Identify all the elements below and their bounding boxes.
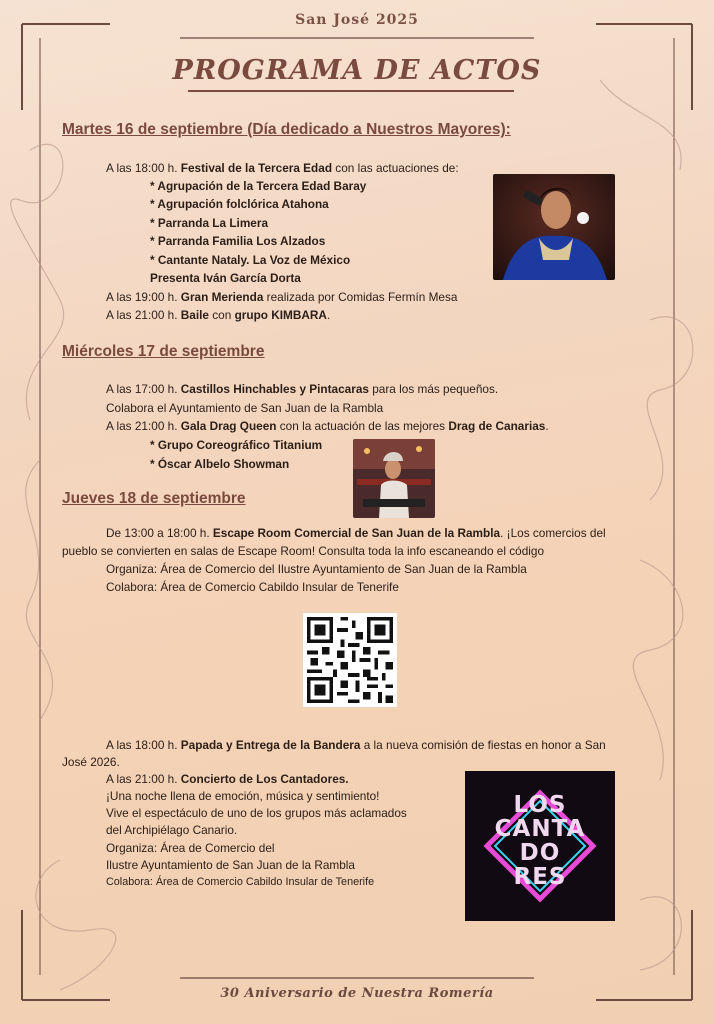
section-heading-martes: Martes 16 de septiembre (Día dedicado a Nuestros Mayores): <box>62 121 511 138</box>
jueves-line-escape <box>106 524 606 542</box>
text: con la actuación de las mejores <box>276 419 449 433</box>
text: A las 18:00 h. <box>106 738 181 752</box>
band-name: grupo KIMBARA <box>234 308 327 322</box>
logo-text-1: LOS <box>513 792 567 818</box>
logo-text-4: RES <box>513 864 567 890</box>
jueves-organiza: Organiza: Área de Comercio del Ilustre Ayuntamiento de San Juan de la Rambla <box>106 562 527 576</box>
top-title: San José 2025 <box>295 12 419 28</box>
event-name: Concierto de Los Cantadores. <box>180 772 349 786</box>
footer-title: 30 Aniversario de Nuestra Romería <box>220 986 494 1001</box>
jueves-line-papada <box>106 736 606 754</box>
section-heading-miercoles: Miércoles 17 de septiembre <box>62 343 265 360</box>
text: con las actuaciones de: <box>332 161 459 175</box>
singer-photo <box>493 174 615 280</box>
los-cantadores-logo <box>465 771 615 921</box>
concert-desc-2: Vive el espectáculo de uno de los grupos más aclamados <box>106 806 407 820</box>
text: para los más pequeños. <box>368 382 499 396</box>
text: De 13:00 a 18:00 h. <box>106 526 213 540</box>
text: A las 19:00 h. <box>106 290 181 304</box>
text: A las 21:00 h. <box>106 308 181 322</box>
concert-colabora: Colabora: Área de Comercio Cabildo Insular de Tenerife <box>106 876 375 888</box>
list-item: * Parranda Familia Los Alzados <box>150 234 326 248</box>
miercoles-line-drag <box>106 417 549 435</box>
list-item: * Cantante Nataly. La Voz de México <box>150 253 351 267</box>
event-name: Baile <box>180 308 209 322</box>
event-name: Escape Room Comercial de San Juan de la Rambla <box>212 526 501 540</box>
martes-line-merienda <box>106 288 457 306</box>
event-name: Papada y Entrega de la Bandera <box>180 738 361 752</box>
drag-show-photo <box>353 439 435 518</box>
text: A las 21:00 h. <box>106 419 181 433</box>
event-name: Castillos Hinchables y Pintacaras <box>180 382 369 396</box>
jueves-colabora: Colabora: Área de Comercio Cabildo Insular de Tenerife <box>106 580 399 594</box>
text: A las 18:00 h. <box>106 161 181 175</box>
text: . <box>545 419 549 433</box>
list-item: * Grupo Coreográfico Titanium <box>150 438 323 452</box>
event-name: Gala Drag Queen <box>180 419 277 433</box>
title-underline <box>188 90 514 92</box>
event-name: Gran Merienda <box>180 290 264 304</box>
logo-text-3: DO <box>519 840 561 866</box>
concert-organiza-cont: Ilustre Ayuntamiento de San Juan de la Rambla <box>106 858 355 872</box>
miercoles-line-castillos <box>106 380 498 398</box>
martes-line-festival <box>106 159 459 177</box>
list-item: * Agrupación folclórica Atahona <box>150 197 329 211</box>
concert-organiza: Organiza: Área de Comercio del <box>106 841 275 855</box>
text: A las 21:00 h. <box>106 772 181 786</box>
qr-code[interactable] <box>303 613 397 707</box>
miercoles-colabora: Colabora el Ayuntamiento de San Juan de la Rambla <box>106 401 384 415</box>
jueves-line-concierto <box>106 770 349 788</box>
page-title: PROGRAMA DE ACTOS <box>172 55 542 86</box>
list-item: * Parranda La Limera <box>150 216 269 230</box>
jueves-line-escape-cont: pueblo se convierten en salas de Escape Room! Consulta toda la info escaneando el código <box>62 544 545 558</box>
text: con <box>208 308 235 322</box>
event-name: Festival de la Tercera Edad <box>180 161 333 175</box>
text: a la nueva comisión de fiestas en honor a San <box>360 738 606 752</box>
event-name: Drag de Canarias <box>448 419 546 433</box>
list-item: * Agrupación de la Tercera Edad Baray <box>150 179 367 193</box>
martes-line-baile <box>106 306 330 324</box>
section-heading-jueves: Jueves 18 de septiembre <box>62 490 246 507</box>
presenter: Presenta Iván García Dorta <box>150 271 301 285</box>
text: . ¡Los comercios del <box>500 526 606 540</box>
list-item: * Óscar Albelo Showman <box>150 457 290 471</box>
jueves-line-papada-cont: José 2026. <box>62 755 120 769</box>
text: realizada por Comidas Fermín Mesa <box>263 290 458 304</box>
text: A las 17:00 h. <box>106 382 181 396</box>
concert-desc-1: ¡Una noche llena de emoción, música y sentimiento! <box>106 789 380 803</box>
logo-text-2: CANTA <box>494 816 586 842</box>
text: . <box>326 308 331 322</box>
concert-desc-3: del Archipiélago Canario. <box>106 823 238 837</box>
